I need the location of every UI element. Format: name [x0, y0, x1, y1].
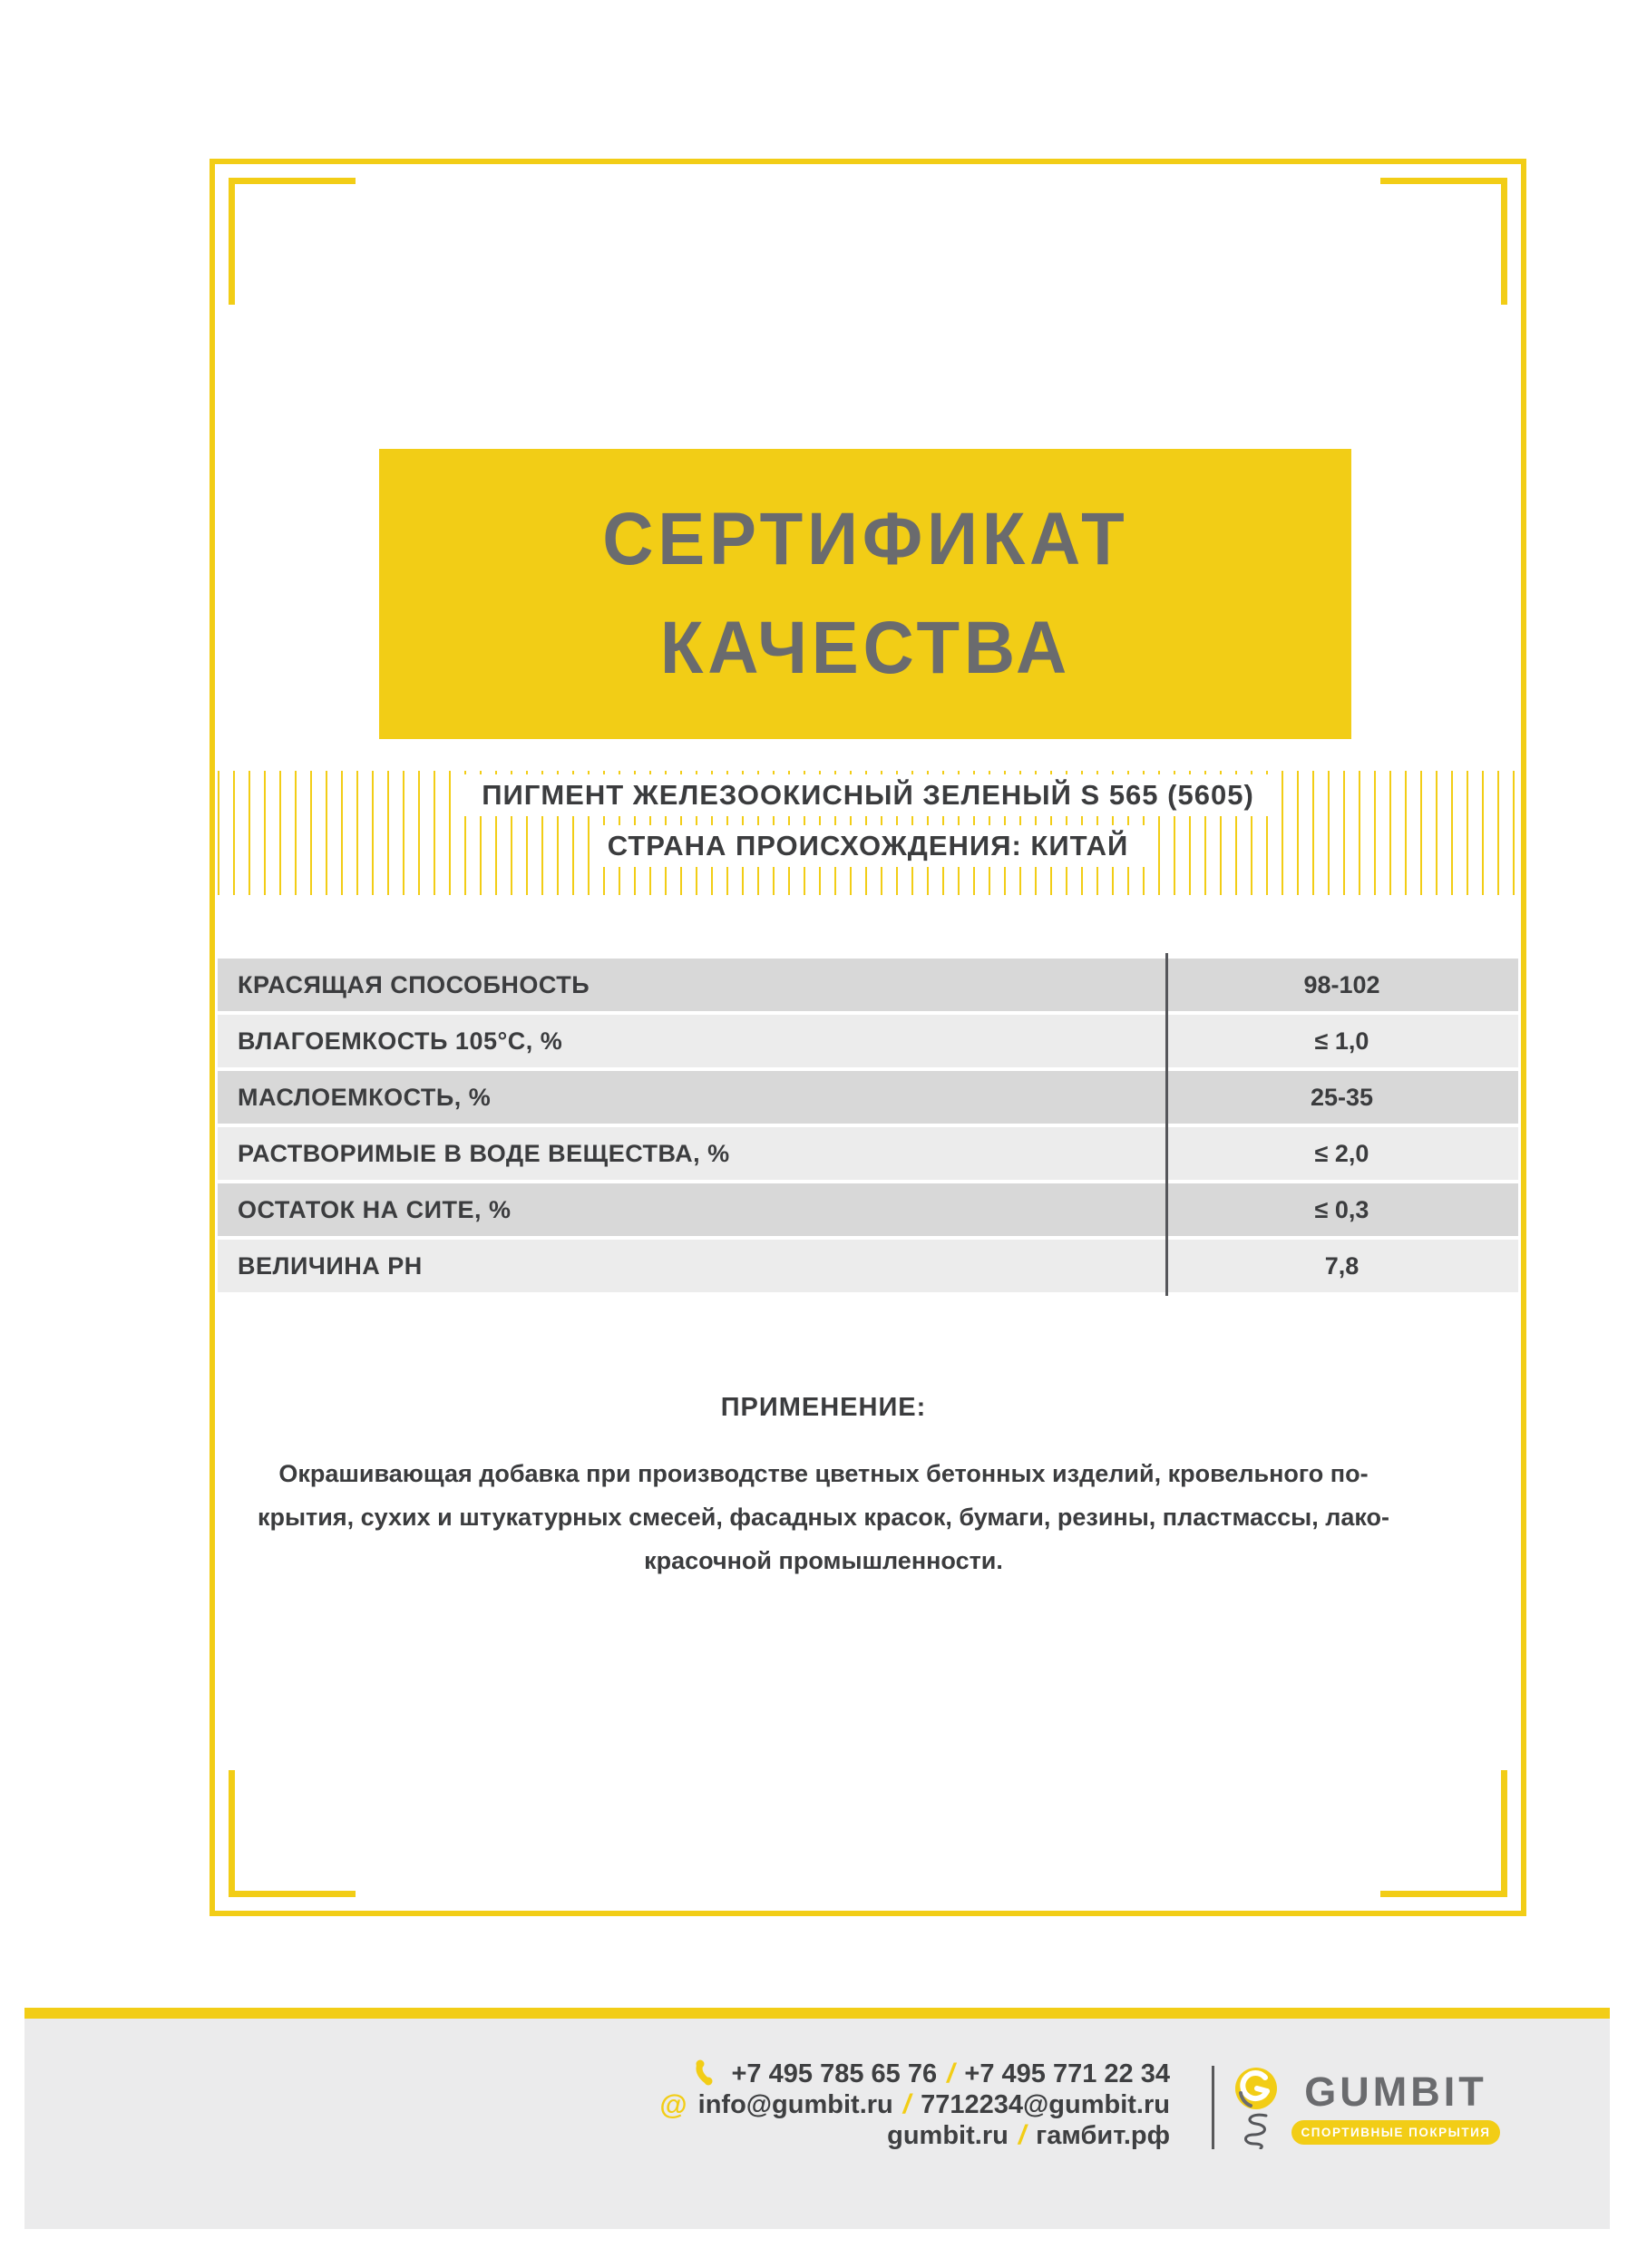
- table-row: [218, 959, 1518, 1011]
- spec-table: [218, 959, 1518, 1292]
- table-row: [218, 1240, 1518, 1292]
- table-column-divider: [1165, 953, 1168, 1296]
- table-row: [218, 1183, 1518, 1236]
- param-cell: ВЕЛИЧИНА РН: [238, 1251, 423, 1280]
- title-banner: [379, 449, 1351, 739]
- application-line: красочной промышленности.: [644, 1547, 1003, 1574]
- subtitle-strip: [218, 771, 1518, 895]
- value-cell: ≤ 0,3: [1314, 1195, 1369, 1223]
- corner-bracket-top-left: [229, 178, 356, 305]
- gumbit-tagline-badge: СПОРТИВНЫЕ ПОКРЫТИЯ: [1291, 2120, 1500, 2145]
- application-line: Окрашивающая добавка при производстве цветных бетонных изделий, кровельного по-: [278, 1460, 1369, 1487]
- gumbit-logo-icon: [1235, 2068, 1277, 2109]
- param-cell: КРАСЯЩАЯ СПОСОБНОСТЬ: [238, 970, 590, 998]
- email-line: [659, 2089, 1170, 2120]
- footer-accent-bar: [24, 2008, 1610, 2019]
- param-cell: РАСТВОРИМЫЕ В ВОДЕ ВЕЩЕСТВА, %: [238, 1139, 730, 1167]
- country-of-origin: СТРАНА ПРОИСХОЖДЕНИЯ: КИТАЙ: [590, 825, 1147, 867]
- at-icon: @: [659, 2088, 687, 2120]
- param-cell: МАСЛОЕМКОСТЬ, %: [238, 1083, 492, 1111]
- application-text: [234, 1452, 1413, 1582]
- website-line: [887, 2120, 1170, 2151]
- table-row: [218, 1071, 1518, 1124]
- phone-number-2[interactable]: +7 495 771 22 34: [964, 2059, 1170, 2088]
- email-2[interactable]: 7712234@gumbit.ru: [921, 2089, 1170, 2119]
- gumbit-wordmark: GUMBIT: [1304, 2068, 1487, 2115]
- page-title-line2: КАЧЕСТВА: [659, 607, 1071, 689]
- application-heading: ПРИМЕНЕНИЕ:: [720, 1393, 927, 1422]
- separator-slash: /: [902, 2089, 911, 2119]
- table-row: [218, 1127, 1518, 1180]
- value-cell: ≤ 1,0: [1314, 1027, 1369, 1055]
- phone-icon: [692, 2059, 721, 2088]
- website-2[interactable]: гамбит.рф: [1036, 2120, 1170, 2150]
- value-cell: 98-102: [1303, 970, 1380, 998]
- corner-bracket-top-right: [1380, 178, 1507, 305]
- website-1[interactable]: gumbit.ru: [887, 2120, 1009, 2150]
- footer-divider: [1212, 2066, 1214, 2149]
- param-cell: ОСТАТОК НА СИТЕ, %: [238, 1195, 512, 1223]
- phone-number-1[interactable]: +7 495 785 65 76: [731, 2059, 938, 2088]
- separator-slash: /: [1018, 2120, 1027, 2150]
- value-cell: 7,8: [1324, 1251, 1360, 1280]
- product-name: ПИГМЕНТ ЖЕЛЕЗООКИСНЫЙ ЗЕЛЕНЫЙ S 565 (5605): [463, 774, 1272, 816]
- corner-bracket-bottom-right: [1380, 1770, 1507, 1897]
- page-title-line1: СЕРТИФИКАТ: [601, 498, 1129, 580]
- separator-slash: /: [947, 2059, 955, 2088]
- param-cell: ВЛАГОЕМКОСТЬ 105°С, %: [238, 1027, 563, 1055]
- value-cell: 25-35: [1310, 1083, 1374, 1111]
- table-row: [218, 1015, 1518, 1067]
- value-cell: ≤ 2,0: [1314, 1139, 1369, 1167]
- email-1[interactable]: info@gumbit.ru: [697, 2089, 893, 2119]
- application-line: крытия, сухих и штукатурных смесей, фасадных красок, бумаги, резины, пластмассы, лако-: [257, 1504, 1390, 1531]
- spring-icon: [1239, 2111, 1272, 2149]
- phone-line: [692, 2059, 1171, 2089]
- corner-bracket-bottom-left: [229, 1770, 356, 1897]
- contact-block: [659, 2059, 1170, 2151]
